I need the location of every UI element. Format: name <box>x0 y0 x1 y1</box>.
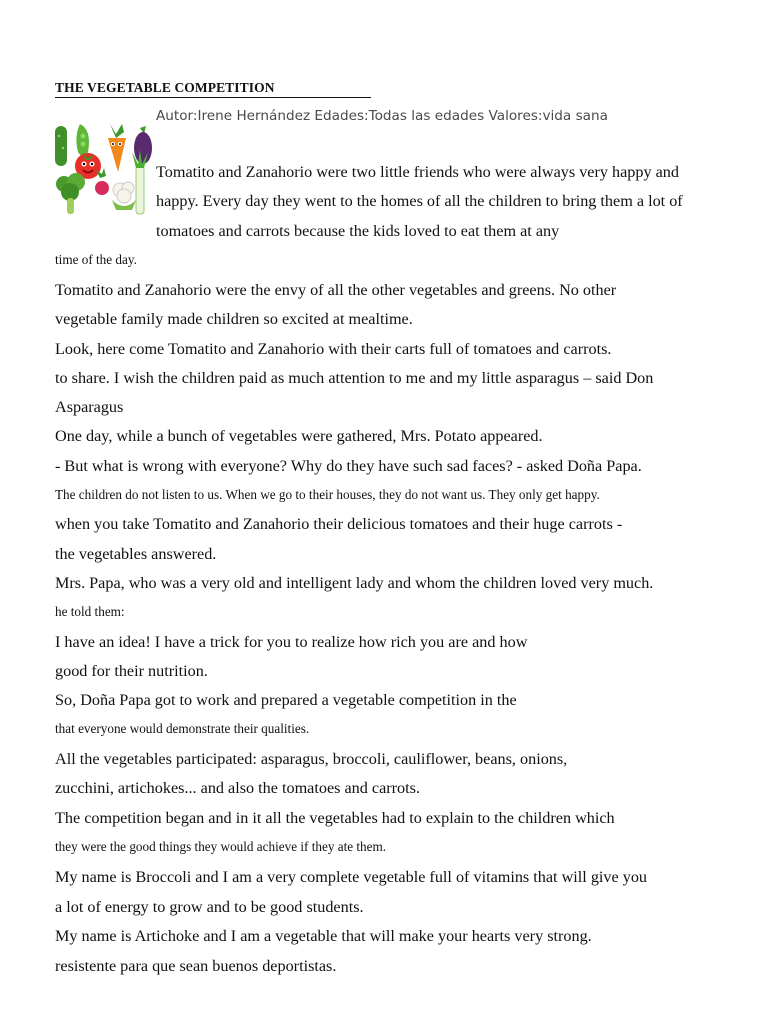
body-line: tomatoes and carrots because the kids loved to eat them at any <box>156 222 560 240</box>
body-line: a lot of energy to grow and to be good students. <box>55 898 364 916</box>
body-line: The competition began and in it all the vegetables had to explain to the children which <box>55 809 615 827</box>
body-line: My name is Broccoli and I am a very complete vegetable full of vitamins that will give you <box>55 868 648 886</box>
body-line: So, Doña Papa got to work and prepared a vegetable competition in the <box>55 691 517 709</box>
body-line: happy. Every day they went to the homes of all the children to bring them a lot of <box>156 192 683 210</box>
vegetables-illustration <box>50 122 154 220</box>
body-line: the vegetables answered. <box>55 545 217 563</box>
author-line: Autor:Irene Hernández Edades:Todas las edades Valores:vida sana <box>156 108 608 124</box>
document-title: THE VEGETABLE COMPETITION <box>55 80 371 98</box>
body-line: Tomatito and Zanahorio were two little friends who were always very happy and <box>156 163 679 181</box>
body-line: Tomatito and Zanahorio were the envy of all the other vegetables and greens. No other <box>55 281 617 299</box>
body-line: to share. I wish the children paid as much attention to me and my little asparagus – said Don <box>55 369 654 387</box>
body-line: Look, here come Tomatito and Zanahorio with their carts full of tomatoes and carrots. <box>55 340 612 358</box>
body-line: good for their nutrition. <box>55 662 208 680</box>
body-line: - But what is wrong with everyone? Why do they have such sad faces? - asked Doña Papa. <box>55 457 642 475</box>
body-line: he told them: <box>55 604 125 619</box>
body-line: time of the day. <box>55 252 137 267</box>
body-line: The children do not listen to us. When we go to their houses, they do not want us. They only get happy. <box>55 487 600 502</box>
body-line: when you take Tomatito and Zanahorio their delicious tomatoes and their huge carrots - <box>55 515 623 533</box>
body-line: My name is Artichoke and I am a vegetable that will make your hearts very strong. <box>55 927 592 945</box>
body-line: resistente para que sean buenos deportistas. <box>55 957 337 975</box>
body-line: Asparagus <box>55 398 124 416</box>
body-line: vegetable family made children so excited at mealtime. <box>55 310 413 328</box>
body-line: I have an idea! I have a trick for you to realize how rich you are and how <box>55 633 528 651</box>
body-line: zucchini, artichokes... and also the tomatoes and carrots. <box>55 779 420 797</box>
body-line: All the vegetables participated: asparagus, broccoli, cauliflower, beans, onions, <box>55 750 568 768</box>
body-line: Mrs. Papa, who was a very old and intelligent lady and whom the children loved very much. <box>55 574 654 592</box>
body-line: they were the good things they would achieve if they ate them. <box>55 839 387 854</box>
body-line: One day, while a bunch of vegetables were gathered, Mrs. Potato appeared. <box>55 427 543 445</box>
body-line: that everyone would demonstrate their qualities. <box>55 721 310 736</box>
